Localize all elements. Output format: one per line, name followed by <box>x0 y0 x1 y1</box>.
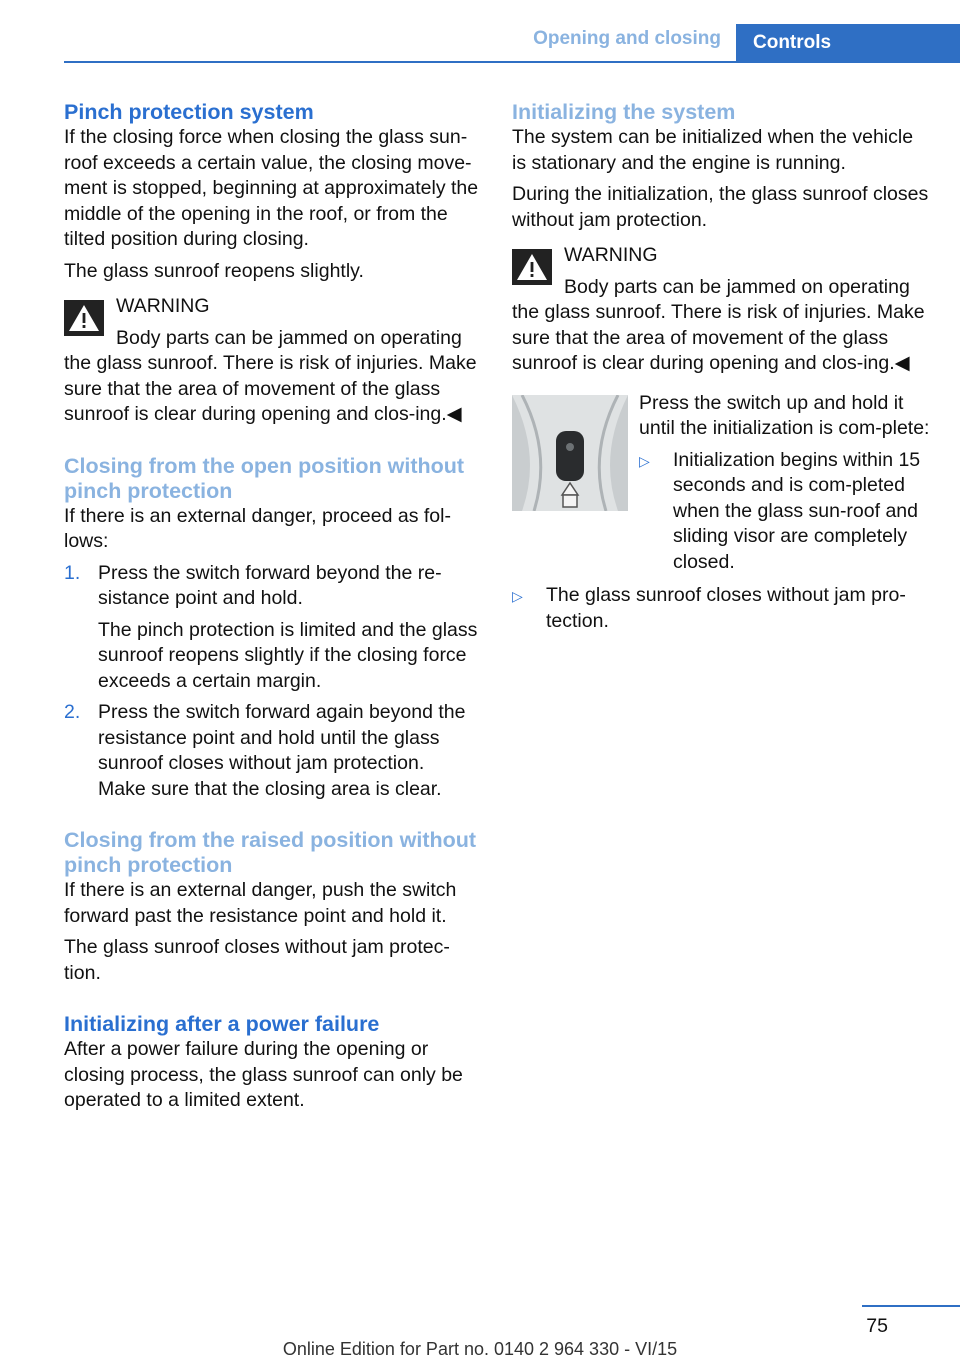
warning-text: the glass sunroof. There is risk of injuries. Make sure that the area of movement of the glass sunroof is clear during opening and clos-ing.◀ <box>512 301 925 374</box>
page-number: 75 <box>866 1315 888 1337</box>
warning-text: the glass sunroof. There is risk of injuries. Make sure that the area of movement of the glass sunroof is clear during opening and clos-ing.◀ <box>64 352 477 425</box>
step-text: Press the switch forward beyond the re-sistance point and hold. <box>98 561 442 609</box>
list-item <box>512 583 930 634</box>
steps-list <box>64 561 482 803</box>
list-item <box>64 561 482 695</box>
step-number: 1. <box>64 561 81 584</box>
open-position-intro: If there is an external danger, proceed as fol-lows: <box>64 504 451 552</box>
header-rule <box>64 61 960 63</box>
step-subtext: Make sure that the closing area is clear. <box>98 777 442 800</box>
raised-position-paragraph: If there is an external danger, push the switch forward past the resistance point and hold it. <box>64 879 457 927</box>
pinch-heading: Pinch protection system <box>64 100 314 124</box>
section-title: Opening and closing <box>533 28 721 49</box>
page-number-rule <box>862 1305 960 1307</box>
warning-label: WARNING <box>116 295 210 317</box>
left-column <box>64 100 482 1120</box>
warning-line1: Body parts can be jammed on operating <box>564 275 910 298</box>
warning-triangle-icon <box>64 300 104 336</box>
warning-triangle-icon <box>512 249 552 285</box>
page-header <box>0 0 960 64</box>
pinch-paragraph-2: The glass sunroof reopens slightly. <box>64 259 364 282</box>
triangle-bullet-icon: ▷ <box>512 588 523 604</box>
bullet-list <box>639 448 930 576</box>
init-paragraph-2: During the initialization, the glass sunroof closes without jam protection. <box>512 183 929 231</box>
pinch-paragraph: If the closing force when closing the glass sun-roof exceeds a certain value, the closing move-ment is stopped, beginning at approximately the middle of the opening in the roof, or from the tilted position during closing. <box>64 126 479 250</box>
power-failure-paragraph: After a power failure during the opening or closing process, the glass sunroof can only be operated to a limited extent. <box>64 1038 463 1111</box>
raised-position-heading: Closing from the raised position without pinch protection <box>64 828 477 877</box>
figure-caption-area <box>639 391 930 576</box>
warning-line1: Body parts can be jammed on operating <box>116 326 462 349</box>
step-subtext: The pinch protection is limited and the glass sunroof reopens slightly if the closing force exceeds a certain margin. <box>98 618 478 692</box>
sunroof-switch-illustration <box>512 395 628 511</box>
edition-footer: Online Edition for Part no. 0140 2 964 330 - VI/15 <box>282 1339 678 1359</box>
list-item <box>64 700 482 802</box>
bullet-text: The glass sunroof closes without jam pro-tection. <box>546 584 906 632</box>
open-position-heading: Closing from the open position without pinch protection <box>64 453 465 503</box>
switch-figure-block <box>512 391 930 576</box>
warning-box <box>512 243 930 377</box>
triangle-bullet-icon: ▷ <box>639 452 650 469</box>
warning-box <box>64 294 482 428</box>
init-paragraph: The system can be initialized when the vehicle is stationary and the engine is running. <box>512 126 914 174</box>
chapter-tab: Controls <box>736 24 960 62</box>
list-item <box>639 448 930 576</box>
figure-instruction: Press the switch up and hold it until the initialization is com-plete: <box>639 391 930 439</box>
step-text: Press the switch forward again beyond the resistance point and hold until the glass sunroof closes without jam protection. <box>98 701 466 774</box>
power-failure-heading: Initializing after a power failure <box>64 1012 380 1036</box>
right-column <box>512 100 930 640</box>
bullet-text: Initialization begins within 15 seconds and is com-pleted when the glass sun-roof and sliding visor are completely closed. <box>673 448 921 573</box>
raised-position-paragraph-2: The glass sunroof closes without jam protec-tion. <box>64 936 450 984</box>
warning-label: WARNING <box>564 244 658 266</box>
step-number: 2. <box>64 701 81 723</box>
bullet-list <box>512 583 930 634</box>
init-heading: Initializing the system <box>512 100 736 124</box>
